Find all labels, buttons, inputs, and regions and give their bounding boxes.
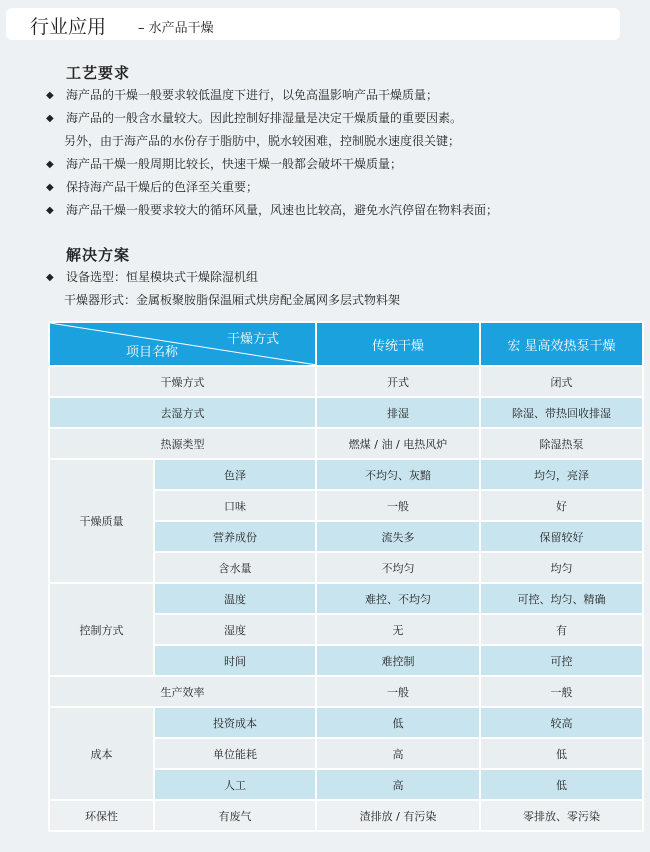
table-row: 控制方式 温度 难控、不均匀 可控、均匀、精确 <box>49 583 643 614</box>
table-row: 生产效率 一般 一般 <box>49 676 643 707</box>
table-row: 热源类型 燃煤 / 油 / 电热风炉 除湿热泵 <box>49 428 643 459</box>
table-row: 成本 投资成本 低 较高 <box>49 707 643 738</box>
solution-list <box>46 266 636 312</box>
list-item: ◆ 海产品的干燥一般要求较低温度下进行，以免高温影响产品干燥质量； <box>46 84 636 107</box>
table-row: 单位能耗 高 低 <box>49 738 643 769</box>
diamond-bullet-icon: ◆ <box>46 272 54 283</box>
table-header-row <box>49 322 643 366</box>
group-label-quality: 干燥质量 <box>49 459 154 583</box>
diagonal-header-cell <box>49 322 316 366</box>
diamond-bullet-icon: ◆ <box>46 205 54 216</box>
table-row: 口味 一般 好 <box>49 490 643 521</box>
header-item-name: 项目名称 <box>126 345 179 360</box>
list-item: ◆ 海产品干燥一般要求较大的循环风量，风速也比较高，避免水汽停留在物料表面； <box>46 199 636 222</box>
list-item: 干燥器形式：金属板聚胺脂保温厢式烘房配金属网多层式物料架 <box>64 293 401 307</box>
table-row: 干燥质量 色泽 不均匀、灰黯 均匀，亮泽 <box>49 459 643 490</box>
header-traditional: 传统干燥 <box>316 322 480 366</box>
page-title: 行业应用 <box>30 16 107 38</box>
diamond-bullet-icon: ◆ <box>46 90 54 101</box>
table-row: 干燥方式 开式 闭式 <box>49 366 643 397</box>
header-drying-method: 干燥方式 <box>226 332 279 347</box>
list-item: 另外，由于海产品的水份存于脂肪中，脱水较困难，控制脱水速度很关键； <box>64 134 461 148</box>
table-row: 人工 高 低 <box>49 769 643 800</box>
list-item: ◆ 保持海产品干燥后的色泽至关重要； <box>46 176 636 199</box>
table-row: 时间 难控制 可控 <box>49 645 643 676</box>
page-subtitle: – 水产品干燥 <box>138 21 214 36</box>
list-item: ◆ 海产品的一般含水量较大。因此控制好排湿量是决定干燥质量的重要因素。 <box>46 107 636 130</box>
list-item: ◆ 海产品干燥一般周期比较长，快速干燥一般都会破坏干燥质量； <box>46 153 636 176</box>
diamond-bullet-icon: ◆ <box>46 113 54 124</box>
list-item: ◆ 设备选型：恒星模块式干燥除湿机组 <box>46 266 636 289</box>
diamond-bullet-icon: ◆ <box>46 182 54 193</box>
header-heatpump: 宏 星高效热泵干燥 <box>480 322 643 366</box>
section-title-process: 工艺要求 <box>66 64 131 82</box>
diamond-bullet-icon: ◆ <box>46 159 54 170</box>
section-title-solution: 解决方案 <box>66 246 131 264</box>
table-row: 营养成份 流失多 保留较好 <box>49 521 643 552</box>
group-label-cost: 成本 <box>49 707 154 800</box>
header-bar <box>6 8 620 40</box>
table-row: 去湿方式 排湿 除湿、带热回收排湿 <box>49 397 643 428</box>
table-row: 含水量 不均匀 均匀 <box>49 552 643 583</box>
process-requirements-list <box>46 84 636 222</box>
comparison-table <box>48 321 644 832</box>
group-label-control: 控制方式 <box>49 583 154 676</box>
table-row: 湿度 无 有 <box>49 614 643 645</box>
table-row: 环保性 有废气 渣排放 / 有污染 零排放、零污染 <box>49 800 643 831</box>
